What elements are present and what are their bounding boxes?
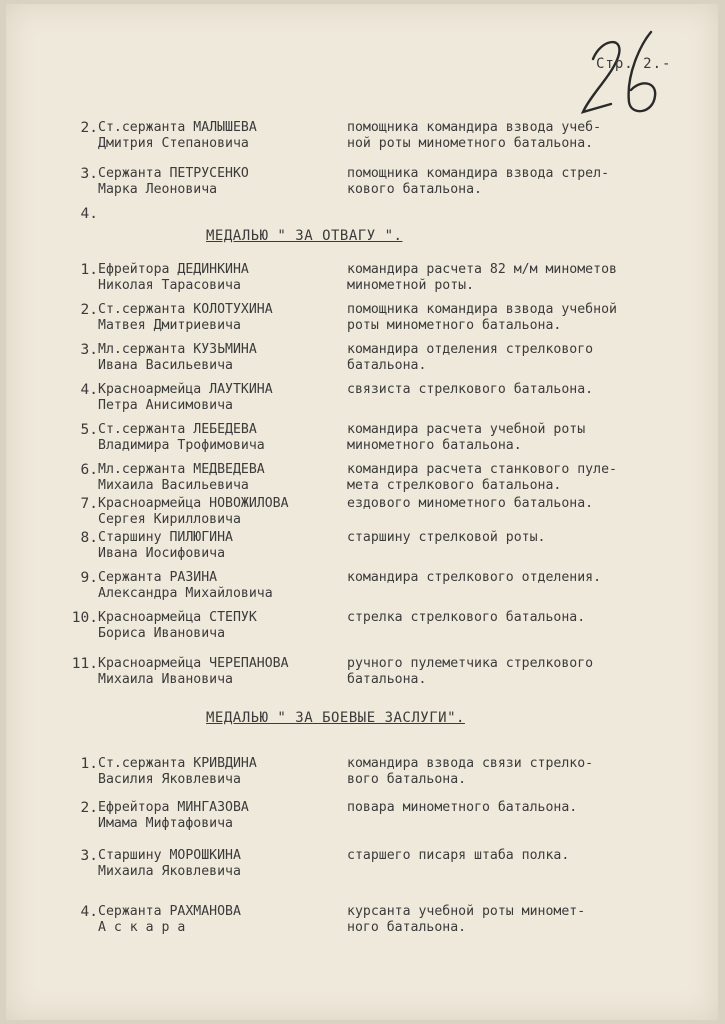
person-duty: командира расчета станкового пуле- мета стрелкового батальона. bbox=[347, 462, 617, 493]
person-name: Сержанта ПЕТРУСЕНКО Марка Леоновича bbox=[98, 166, 249, 197]
person-duty: стрелка стрелкового батальона. bbox=[347, 610, 586, 625]
item-number: 8. bbox=[80, 530, 98, 546]
person-name: Ст.сержанта МАЛЫШЕВА Дмитрия Степановича bbox=[98, 120, 257, 151]
person-duty: помощника командира взвода учебной роты минометного батальона. bbox=[347, 302, 617, 333]
person-name: Мл.сержанта КУЗЬМИНА Ивана Васильевича bbox=[98, 342, 257, 373]
person-duty: повара минометного батальона. bbox=[347, 800, 578, 815]
person-name: Сержанта РАЗИНА Александра Михайловича bbox=[98, 570, 273, 601]
person-name: Ст.сержанта КРИВДИНА Василия Яковлевича bbox=[98, 756, 257, 787]
item-number: 3. bbox=[80, 342, 98, 358]
item-number: 10. bbox=[71, 610, 98, 626]
person-duty: курсанта учебной роты миномет- ного батальона. bbox=[347, 904, 586, 935]
item-number: 4. bbox=[80, 382, 98, 398]
item-number: 4. bbox=[80, 904, 98, 920]
item-number: 5. bbox=[80, 422, 98, 438]
item-number: 6. bbox=[80, 462, 98, 478]
item-number: 3. bbox=[80, 848, 98, 864]
person-name: Ст.сержанта КОЛОТУХИНА Матвея Дмитриевича bbox=[98, 302, 273, 333]
person-duty: ручного пулеметчика стрелкового батальона. bbox=[347, 656, 594, 687]
person-duty: командира отделения стрелкового батальона. bbox=[347, 342, 594, 373]
person-duty: ездового минометного батальона. bbox=[347, 496, 594, 511]
item-number: 1. bbox=[80, 756, 98, 772]
item-number: 11. bbox=[71, 656, 98, 672]
person-name: Ефрейтора МИНГАЗОВА Имама Мифтафовича bbox=[98, 800, 249, 831]
section-heading-bravery: МЕДАЛЬЮ " ЗА ОТВАГУ ". bbox=[206, 228, 403, 244]
document-page bbox=[6, 4, 718, 1020]
person-duty: связиста стрелкового батальона. bbox=[347, 382, 594, 397]
item-number: 7. bbox=[80, 496, 98, 512]
page-label: Стр. 2.- bbox=[596, 56, 672, 72]
item-number: 2. bbox=[80, 800, 98, 816]
person-name: Мл.сержанта МЕДВЕДЕВА Михаила Васильевича bbox=[98, 462, 265, 493]
item-number: 2. bbox=[80, 120, 98, 136]
person-name: Ст.сержанта ЛЕБЕДЕВА Владимира Трофимовича bbox=[98, 422, 265, 453]
person-name: Ефрейтора ДЕДИНКИНА Николая Тарасовича bbox=[98, 262, 249, 293]
person-name: Старшину МОРОШКИНА Михаила Яковлевича bbox=[98, 848, 241, 879]
item-number: 4. bbox=[80, 206, 98, 222]
person-duty: старшину стрелковой роты. bbox=[347, 530, 546, 545]
person-name: Красноармейца ЧЕРЕПАНОВА Михаила Ивановича bbox=[98, 656, 289, 687]
section-heading-merit: МЕДАЛЬЮ " ЗА БОЕВЫЕ ЗАСЛУГИ". bbox=[206, 710, 465, 726]
item-number: 2. bbox=[80, 302, 98, 318]
person-duty: старшего писаря штаба полка. bbox=[347, 848, 570, 863]
item-number: 9. bbox=[80, 570, 98, 586]
person-duty: командира взвода связи стрелко- вого батальона. bbox=[347, 756, 594, 787]
person-duty: помощника командира взвода стрел- кового батальона. bbox=[347, 166, 610, 197]
item-number: 1. bbox=[80, 262, 98, 278]
item-number: 3. bbox=[80, 166, 98, 182]
handwritten-page-number bbox=[571, 24, 671, 124]
person-name: Старшину ПИЛЮГИНА Ивана Иосифовича bbox=[98, 530, 233, 561]
person-name: Красноармейца ЛАУТКИНА Петра Анисимовича bbox=[98, 382, 273, 413]
person-name: Сержанта РАХМАНОВА А с к а р а bbox=[98, 904, 241, 935]
person-duty: командира стрелкового отделения. bbox=[347, 570, 602, 585]
person-duty: командира расчета 82 м/м минометов минометной роты. bbox=[347, 262, 617, 293]
person-duty: командира расчета учебной роты минометного батальона. bbox=[347, 422, 586, 453]
person-name: Красноармейца НОВОЖИЛОВА Сергея Кирилловича bbox=[98, 496, 289, 527]
person-name: Красноармейца СТЕПУК Бориса Ивановича bbox=[98, 610, 257, 641]
person-duty: помощника командира взвода учеб- ной роты минометного батальона. bbox=[347, 120, 602, 151]
